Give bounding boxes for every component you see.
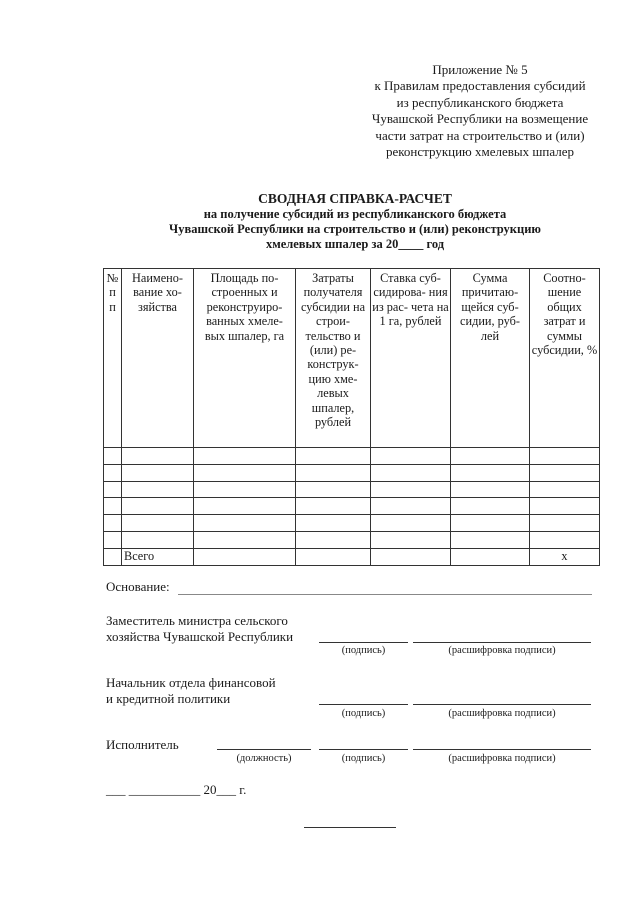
table-row <box>104 531 600 548</box>
total-ratio-mark: х <box>530 548 600 565</box>
basis-label: Основание: <box>106 579 170 594</box>
head-title-line: Начальник отдела финансовой <box>106 675 276 690</box>
deputy-signature-line[interactable] <box>319 642 408 643</box>
calculation-table <box>103 268 600 566</box>
column-header-farm-name: Наимено- вание хо- зяйства <box>122 269 194 448</box>
basis-input-line[interactable] <box>178 594 592 595</box>
signature-caption: (подпись) <box>341 708 386 719</box>
deputy-minister-title <box>106 613 293 644</box>
deputy-title-line: хозяйства Чувашской Республики <box>106 628 294 644</box>
head-decoding-line[interactable] <box>413 704 591 705</box>
table-row <box>104 448 600 465</box>
column-header-ratio: Соотно- шение общих затрат и суммы субсидии, % <box>530 269 600 448</box>
table-total-row <box>104 548 600 565</box>
title-line: Чувашской Республики на строительство и (или) реконструкцию <box>169 222 541 236</box>
annex-header <box>340 62 620 160</box>
decoding-caption: (расшифровка подписи) <box>448 753 556 764</box>
annex-line: части затрат на строительство и (или) <box>375 127 585 143</box>
executor-position-line[interactable] <box>217 749 311 750</box>
title-line: на получение субсидий из республиканского бюджета <box>203 207 507 221</box>
title-line: хмелевых шпалер за 20____ год <box>265 237 445 251</box>
table-header-row <box>104 269 600 448</box>
annex-line: к Правилам предоставления субсидий <box>374 78 586 94</box>
signature-caption: (подпись) <box>341 645 386 656</box>
document-title <box>60 191 640 252</box>
annex-line: реконструкцию хмелевых шпалер <box>386 144 574 160</box>
title-main: СВОДНАЯ СПРАВКА-РАСЧЕТ <box>258 191 452 206</box>
head-signature-line[interactable] <box>319 704 408 705</box>
position-caption: (должность) <box>236 753 292 764</box>
column-header-area: Площадь по- строенных и реконструиро- ванных хмеле- вых шпалер, га <box>194 269 296 448</box>
executor-title-line: Исполнитель <box>106 737 179 752</box>
signature-caption: (подпись) <box>341 753 386 764</box>
head-title-line: и кредитной политики <box>106 690 231 706</box>
annex-line: Чувашской Республики на возмещение <box>371 111 589 127</box>
table-row <box>104 498 600 515</box>
date-line[interactable]: ___ ___________ 20___ г. <box>106 782 247 797</box>
table-row <box>104 481 600 498</box>
column-header-costs: Затраты получателя субсидии на строи- тельство и (или) ре- конструк- цию хме- левых шпалер, рублей <box>296 269 371 448</box>
executor-title <box>106 737 179 753</box>
decoding-caption: (расшифровка подписи) <box>448 708 556 719</box>
column-header-number: № п п <box>104 269 122 448</box>
department-head-title <box>106 675 276 706</box>
executor-decoding-line[interactable] <box>413 749 591 750</box>
executor-signature-line[interactable] <box>319 749 408 750</box>
column-header-rate: Ставка суб- сидирова- ния из рас- чета на 1 га, рублей <box>371 269 451 448</box>
column-header-subsidy-amount: Сумма причитаю- щейся суб- сидии, руб- лей <box>451 269 530 448</box>
table-row <box>104 515 600 532</box>
annex-line: Приложение № 5 <box>432 62 528 77</box>
deputy-title-line: Заместитель министра сельского <box>106 613 288 628</box>
total-label: Всего <box>122 548 194 565</box>
annex-line: из республиканского бюджета <box>396 94 564 110</box>
table-row <box>104 464 600 481</box>
deputy-decoding-line[interactable] <box>413 642 591 643</box>
decoding-caption: (расшифровка подписи) <box>448 645 556 656</box>
bottom-stub-line <box>304 827 396 828</box>
